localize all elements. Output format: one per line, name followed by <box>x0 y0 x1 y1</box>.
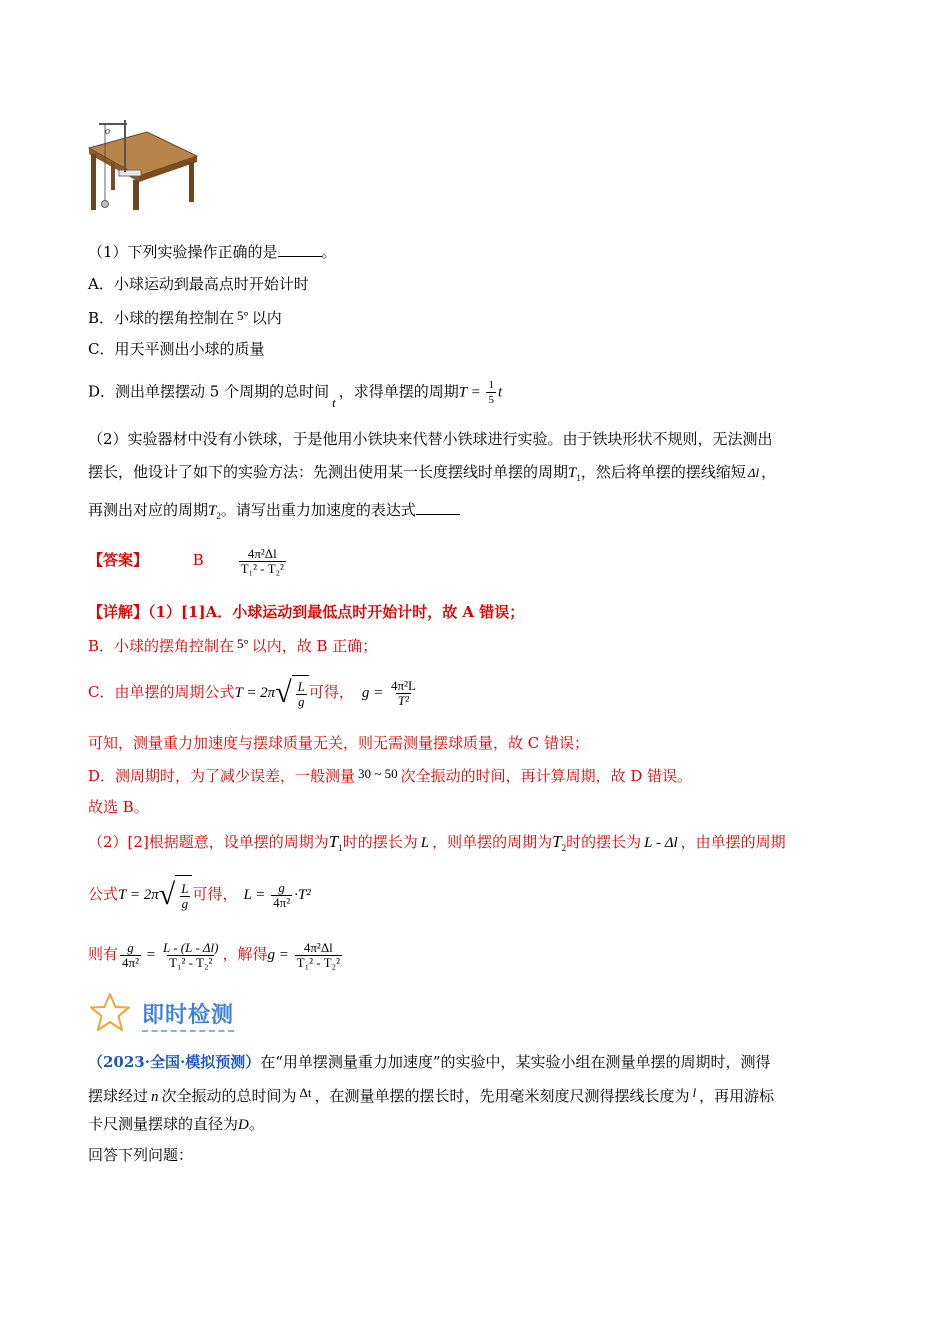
q1-option-a: A．小球运动到最高点时开始计时 <box>88 275 309 293</box>
answer-row <box>88 546 288 576</box>
answer-blank <box>278 242 322 257</box>
detail-line-3: C．由单摆的周期公式T = 2π √ $\frac{L}{g}$ 可得， g = $\frac{\text{4π²L}}{\text{T²}}$ <box>88 674 420 712</box>
q2-line-3: 再测出对应的周期$T_2$。请写出重力加速度的表达式 <box>88 500 460 526</box>
exercise-source: （2023·全国·模拟预测） <box>88 1053 261 1071</box>
svg-text:o: o <box>105 126 110 137</box>
q1-prompt: （1）下列实验操作正确的是 。 <box>88 243 337 261</box>
detail-line-9: 则有 $\frac{g}{\text{4π²}}$ = $\frac{L - (L - \Delta l)}{\text{T₁² - T₂²}}$ ，解得g = $\frac{\text{4π²Δl}}{\text{T₁² - T₂²}}$ <box>88 939 340 970</box>
q2-line-1: （2）实验器材中没有小铁球，于是他用小铁块来代替小铁球进行实验。由于铁块形状不规则，无法测出 <box>88 430 773 448</box>
detail-line-6: 故选 B。 <box>88 798 149 816</box>
exercise-line-4: 回答下列问题： <box>88 1146 194 1164</box>
answer-blank <box>416 500 460 515</box>
answer-choice: B <box>192 551 204 569</box>
answer-expression: $\frac{\text{4π²Δl}}{\text{T₁² - T₂²}}$ <box>240 545 284 576</box>
detail-line-5: D．测周期时，为了减少误差，一般测量 30 ~ 50 次全振动的时间，再计算周期，故 D 错误。 <box>88 766 693 785</box>
section-title-underline <box>142 1030 234 1032</box>
detail-line-4: 可知，测量重力加速度与摆球质量无关，则无需测量摆球质量，故 C 错误； <box>88 734 590 752</box>
q1-option-b: B．小球的摆角控制在 5° 以内 <box>88 308 282 327</box>
q1-option-c: C．用天平测出小球的质量 <box>88 340 265 358</box>
exercise-line-2: 摆球经过 n 次全振动的总时间为 Δt ，在测量单摆的摆长时，先用毫米刻度尺测得摆线长度为 l ，再用游标 <box>88 1085 775 1105</box>
detail-line-8: 公式T = 2π √ $\frac{L}{g}$ 可得， L = $\frac{g}{\text{4π²}}$ ·T² <box>88 874 311 916</box>
detail-line-2: B．小球的摆角控制在 5° 以内，故 B 正确； <box>88 636 378 655</box>
exercise-line-3: 卡尺测量摆球的直径为D。 <box>88 1115 264 1133</box>
section-title: 即时检测 <box>142 1003 235 1028</box>
star-icon <box>88 992 132 1034</box>
detail-line-1: 【详解】（1）[1]A．小球运动到最低点时开始计时，故 A 错误； <box>88 603 525 621</box>
answer-label: 【答案】 <box>88 551 149 569</box>
q1-option-d: D．测出单摆摆动 5 个周期的总时间t，求得单摆的周期T = $\frac{1}{5}$ t <box>88 379 503 410</box>
pendulum-apparatus-image <box>85 112 200 212</box>
exercise-line-1: （2023·全国·模拟预测）在“用单摆测量重力加速度”的实验中，某实验小组在测量单摆的周期时，测得 <box>88 1053 771 1071</box>
detail-line-7: （2）[2]根据题意，设单摆的周期为$T_1$时的摆长为 L ，则单摆的周期为$T_2$时的摆长为 L - Δl ，由单摆的周期 <box>88 832 786 853</box>
q2-line-2: 摆长，他设计了如下的实验方法：先测出使用某一长度摆线时单摆的周期$T_1$，然后将单摆的摆线缩短 Δl ， <box>88 463 777 483</box>
